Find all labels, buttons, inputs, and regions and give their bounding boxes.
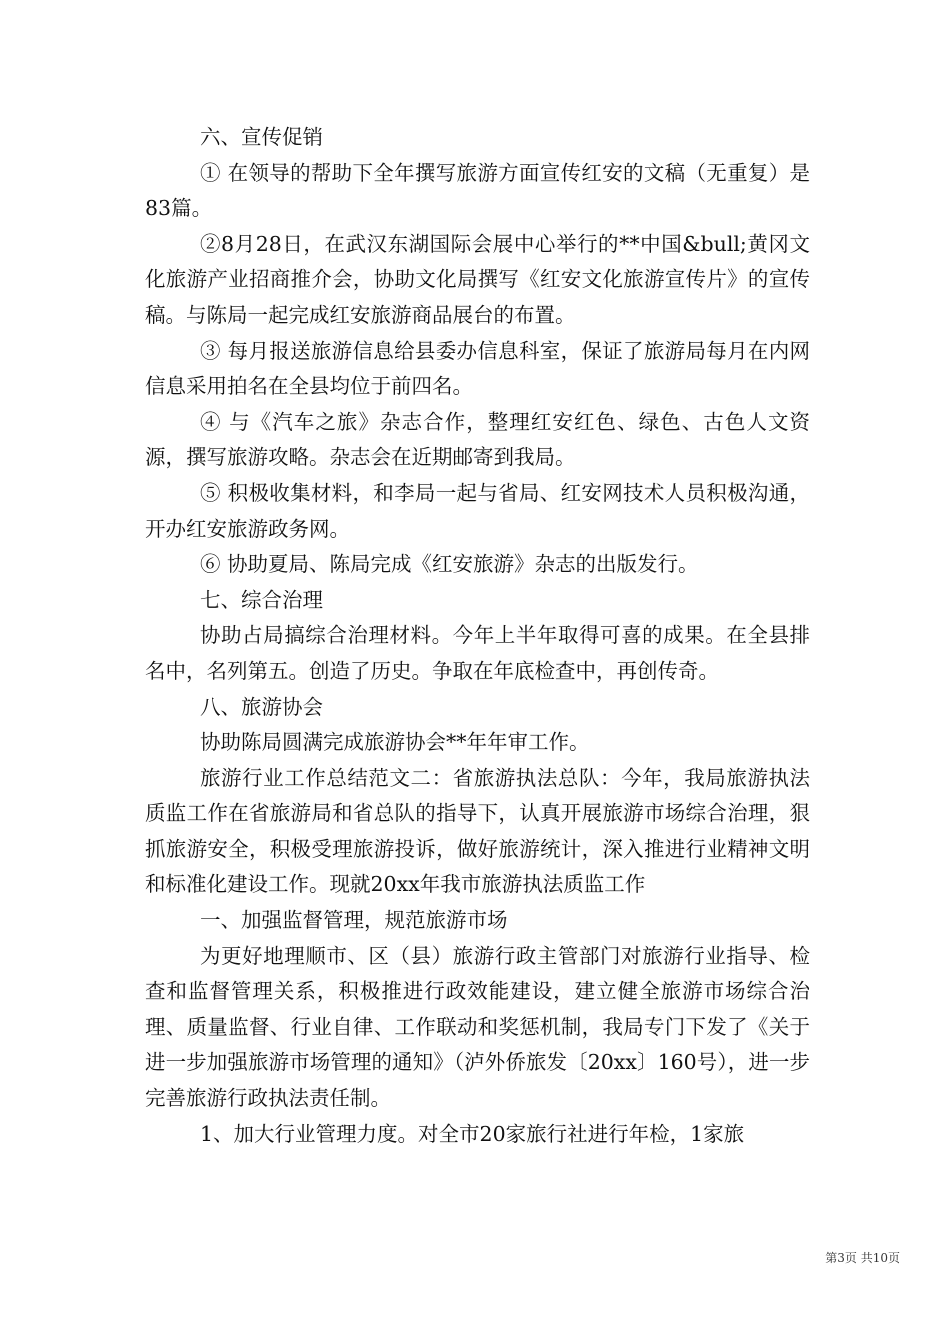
section-heading: 七、综合治理 [200,587,323,612]
paragraph: ③ 每月报送旅游信息给县委办信息科室，保证了旅游局每月在内网信息采用拍名在全县均位于前四名。 [145,338,810,399]
paragraph: 旅游行业工作总结范文二：省旅游执法总队：今年，我局旅游执法质监工作在省旅游局和省总队的指导下，认真开展旅游市场综合治理，狠抓旅游安全，积极受理旅游投诉，做好旅游统计，深入推进行业精神文明和标准化建设工作。现就20xx年我市旅游执法质监工作 [145,765,810,897]
paragraph: 协助陈局圆满完成旅游协会**年年审工作。 [200,730,590,755]
footer-total-pages: 10 [872,1251,888,1265]
footer-middle: 页 共 [844,1251,873,1265]
page-number-footer [0,1249,900,1266]
section-heading: 八、旅游协会 [200,694,323,719]
paragraph: ④ 与《汽车之旅》杂志合作，整理红安红色、绿色、古色人文资源，撰写旅游攻略。杂志会在近期邮寄到我局。 [145,409,810,470]
footer-prefix: 第 [825,1251,838,1265]
paragraph: ⑤ 积极收集材料，和李局一起与省局、红安网技术人员积极沟通，开办红安旅游政务网。 [145,480,810,541]
section-heading: 一、加强监督管理，规范旅游市场 [200,908,508,933]
document-body [145,120,810,1152]
paragraph: 1、加大行业管理力度。对全市20家旅行社进行年检，1家旅 [200,1121,745,1146]
paragraph: 为更好地理顺市、区（县）旅游行政主管部门对旅游行业指导、检查和监督管理关系，积极推进行政效能建设，建立健全旅游市场综合治理、质量监督、行业自律、工作联动和奖惩机制，我局专门下发了《关于进一步加强旅游市场管理的通知》（泸外侨旅发〔20xx〕160号），进一步完善旅游行政执法责任制。 [145,943,810,1111]
paragraph: ②8月28日，在武汉东湖国际会展中心举行的**中国&bull;黄冈文化旅游产业招商推介会，协助文化局撰写《红安文化旅游宣传片》的宣传稿。与陈局一起完成红安旅游商品展台的布置。 [145,231,810,327]
footer-suffix: 页 [887,1251,900,1265]
section-heading: 六、宣传促销 [200,125,323,149]
paragraph: ① 在领导的帮助下全年撰写旅游方面宣传红安的文稿（无重复）是83篇。 [145,160,810,221]
footer-current-page: 3 [837,1251,845,1265]
paragraph: 协助占局搞综合治理材料。今年上半年取得可喜的成果。在全县排名中，名列第五。创造了历史。争取在年底检查中，再创传奇。 [145,623,810,683]
paragraph: ⑥ 协助夏局、陈局完成《红安旅游》杂志的出版发行。 [200,552,699,577]
